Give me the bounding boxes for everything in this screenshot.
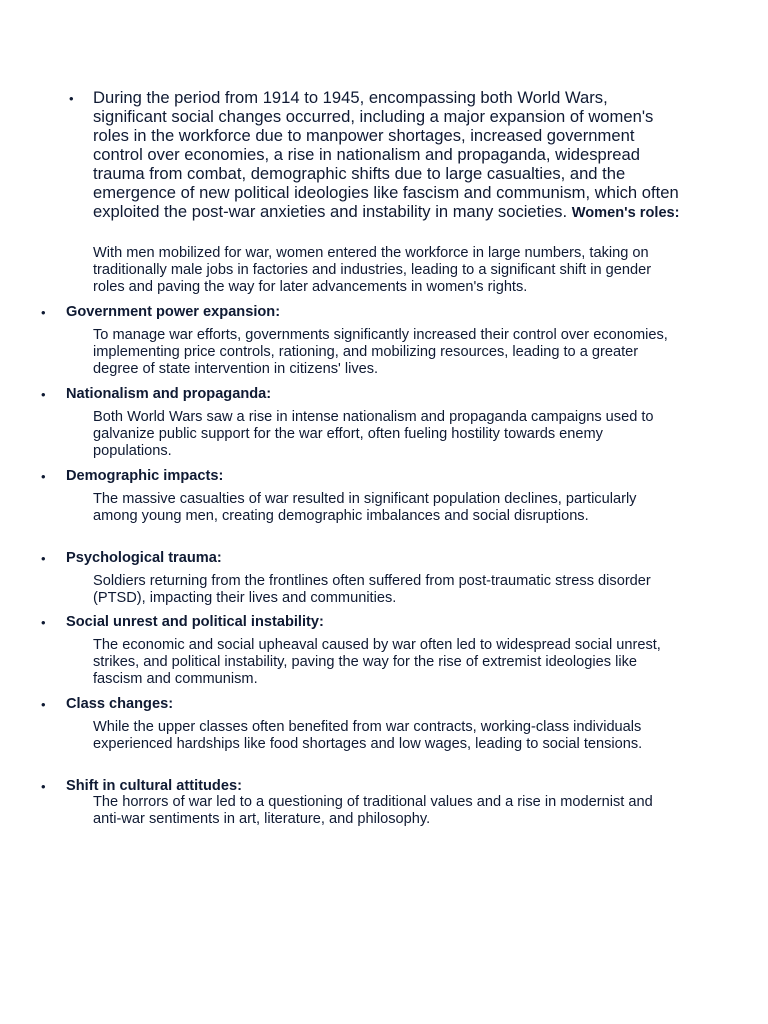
bullet: •	[41, 697, 46, 712]
bullet: •	[41, 551, 46, 566]
item-heading: Government power expansion:	[66, 304, 281, 320]
item-description: While the upper classes often benefited from war contracts, working-class individuals experienced hardships like food shortages and low wages, leading to social tensions.	[93, 719, 643, 752]
item-description: Both World Wars saw a rise in intense nationalism and propaganda campaigns used to galvanize public support for the war effort, often fueling hostility towards enemy populations.	[93, 409, 654, 459]
intro-text: During the period from 1914 to 1945, encompassing both World Wars, significant social changes occurred, including a major expansion of women's roles in the workforce due to manpower shortages, increased government control over economies, a rise in nationalism and propaganda, widespread trauma from combat, demographic shifts due to large casualties, and the emergence of new political ideologies like fascism and communism, which often exploited the post-war anxieties and instability in many societies.	[93, 88, 679, 221]
womens-roles-heading: Women's roles:	[571, 205, 680, 221]
bullet: •	[41, 779, 46, 794]
bullet: •	[41, 469, 46, 484]
womens-roles-description: With men mobilized for war, women entered the workforce in large numbers, taking on traditionally male jobs in factories and industries, leading to a significant shift in gender roles and paving the way for later advancements in women's rights.	[93, 245, 652, 295]
item-heading: Psychological trauma:	[66, 550, 222, 566]
item-heading: Social unrest and political instability:	[66, 614, 324, 630]
bullet: •	[41, 387, 46, 402]
item-description: To manage war efforts, governments significantly increased their control over economies, implementing price controls, rationing, and mobilizing resources, leading to a greater degree of state intervention in citizens' lives.	[93, 327, 668, 377]
item-heading: Shift in cultural attitudes:	[66, 778, 242, 794]
item-heading: Nationalism and propaganda:	[66, 386, 272, 402]
item-description: The horrors of war led to a questioning of traditional values and a rise in modernist and anti-war sentiments in art, literature, and philosophy.	[93, 794, 653, 827]
bullet: •	[41, 305, 46, 320]
item-description: The massive casualties of war resulted in significant population declines, particularly among young men, creating demographic imbalances and social disruptions.	[93, 491, 637, 524]
intro-paragraph	[93, 88, 683, 223]
item-description: Soldiers returning from the frontlines often suffered from post-traumatic stress disorder (PTSD), impacting their lives and communities.	[93, 573, 651, 606]
item-heading: Class changes:	[66, 696, 174, 712]
intro-bullet: •	[69, 91, 74, 106]
bullet: •	[41, 615, 46, 630]
item-heading: Demographic impacts:	[66, 468, 224, 484]
item-description: The economic and social upheaval caused by war often led to widespread social unrest, strikes, and political instability, paving the way for the rise of extremist ideologies like fascism and communism.	[93, 637, 661, 687]
